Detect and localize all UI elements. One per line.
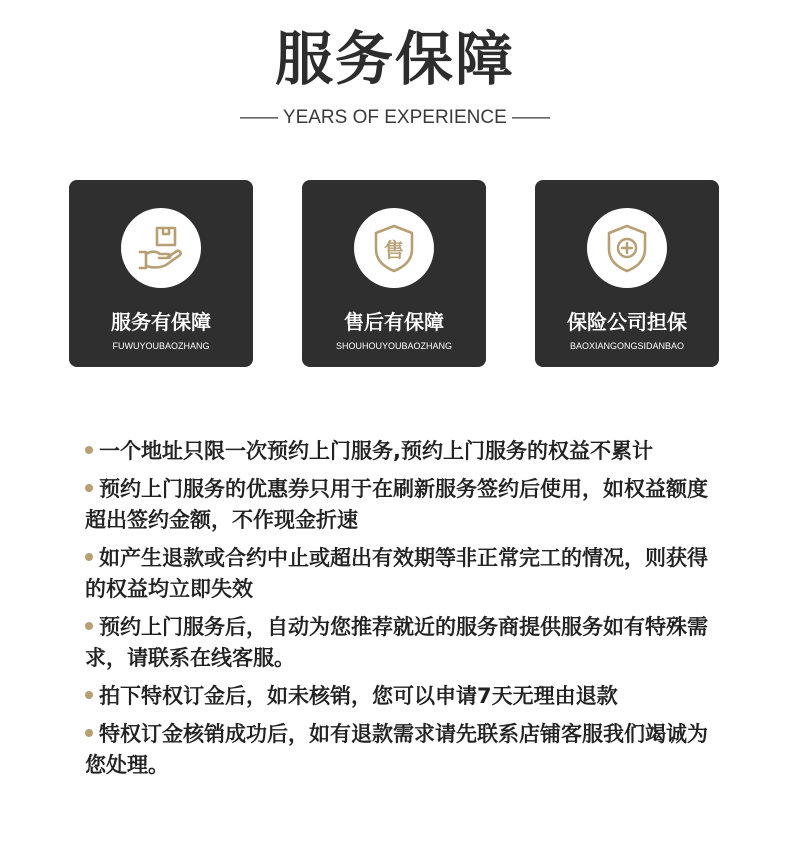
terms-item (85, 474, 725, 536)
bullet-dot-icon (85, 553, 93, 561)
icon-circle (121, 208, 201, 288)
bullet-dot-icon (85, 729, 93, 737)
page-subtitle: —— YEARS OF EXPERIENCE —— (239, 107, 551, 128)
terms-item (85, 681, 725, 712)
service-card-after-sales (302, 180, 486, 367)
terms-item (85, 719, 725, 781)
terms-item-text: 预约上门服务后，自动为您推荐就近的服务商提供服务如有特殊需求，请联系在线客服。 (85, 615, 708, 670)
terms-item (85, 612, 725, 674)
page-title: 服务保障 (274, 25, 515, 93)
service-card-guarantee (69, 180, 253, 367)
card-pinyin: BAOXIANGONGSIDANBAO (569, 341, 685, 351)
card-pinyin: SHOUHOUYOUBAOZHANG (335, 341, 452, 351)
icon-circle (587, 208, 667, 288)
bullet-dot-icon (85, 622, 93, 630)
terms-item-text: 特权订金核销成功后，如有退款需求请先联系店铺客服我们竭诚为您处理。 (85, 722, 708, 777)
hand-box-icon (135, 222, 187, 274)
card-title: 服务有保障 (111, 310, 211, 334)
icon-circle (354, 208, 434, 288)
shield-plus-icon (601, 222, 653, 274)
bullet-dot-icon (85, 484, 93, 492)
bullet-dot-icon (85, 446, 93, 454)
shop-badge-icon (368, 222, 420, 274)
terms-item-text: 一个地址只限一次预约上门服务,预约上门服务的权益不累计 (99, 439, 653, 463)
service-card-insurance (535, 180, 719, 367)
terms-item-text: 预约上门服务的优惠券只用于在刷新服务签约后使用，如权益额度超出签约金额，不作现金折速 (85, 477, 708, 532)
terms-item (85, 543, 725, 605)
card-title: 保险公司担保 (567, 310, 687, 334)
card-pinyin: FUWUYOUBAOZHANG (112, 341, 210, 351)
bullet-dot-icon (85, 691, 93, 699)
card-title: 售后有保障 (344, 310, 444, 334)
terms-item-text: 如产生退款或合约中止或超出有效期等非正常完工的情况，则获得的权益均立即失效 (85, 546, 708, 601)
terms-item-text: 拍下特权订金后，如未核销，您可以申请7天无理由退款 (99, 684, 618, 708)
svg-text:售: 售 (384, 238, 404, 262)
terms-item (85, 436, 725, 467)
terms-list (85, 436, 725, 788)
